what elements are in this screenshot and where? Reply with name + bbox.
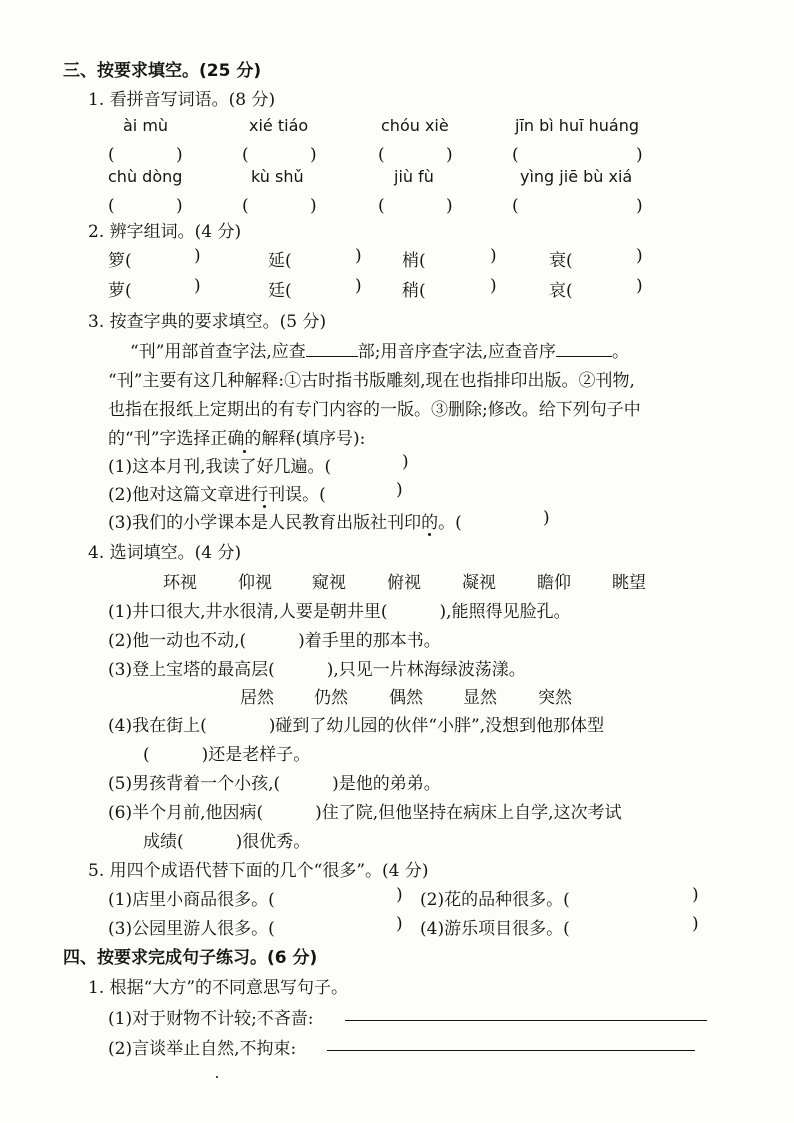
- answer-line: [345, 1020, 707, 1021]
- q4-sentence-3: [108, 655, 526, 680]
- word-choice: 窥视: [312, 573, 346, 593]
- pinyin-chu-dong: chù dòng: [108, 167, 183, 186]
- section4-title: 四、按要求完成句子练习。(6 分): [63, 948, 318, 968]
- answer-box-open: (: [242, 145, 249, 165]
- pinyin-jiu-fu: jiù fù: [394, 167, 434, 186]
- char-group-item: 箩(: [108, 251, 132, 271]
- answer-box-close: ): [176, 196, 183, 216]
- q4-s6-part2: )住了院,但他坚持在病床上自学,这次考试: [315, 803, 622, 823]
- word-choice: 仰视: [238, 573, 272, 593]
- phonetic-order-blank: [556, 340, 612, 357]
- answer-box-close: ): [310, 196, 317, 216]
- q4-s3-part2: ),只见一片林海绿波荡漾。: [326, 660, 526, 680]
- char-group-close: ): [636, 246, 643, 266]
- pinyin-xie-tiao: xié tiáo: [249, 116, 309, 135]
- word-choice: 仍然: [314, 688, 348, 708]
- q3-line1-part1: “刊”用部首查字法,应查: [130, 342, 306, 362]
- q5-item4: (4)游乐项目很多。(: [420, 919, 570, 939]
- q3-line2: “刊”主要有这几种解释:①古时指书版雕刻,现在也指排印出版。②刊物,: [108, 371, 635, 391]
- q4-s4-part2: )碰到了幼儿园的伙伴“小胖”,没想到他那体型: [268, 716, 605, 736]
- pinyin-ku-shu: kù shǔ: [251, 167, 304, 186]
- q4-s5-part2: )是他的弟弟。: [332, 774, 441, 794]
- word-choice: 突然: [538, 688, 572, 708]
- answer-box-open: (: [512, 145, 519, 165]
- char-group-close: ): [355, 246, 362, 266]
- answer-line: [327, 1050, 695, 1051]
- q3-item3: (3)我们的小学课本是人民教育出版社刊印的。(: [108, 513, 462, 533]
- q4-s4-part4: )还是老样子。: [201, 745, 311, 765]
- q5-item1: (1)店里小商品很多。(: [108, 890, 275, 910]
- q3-item3-close: ): [543, 508, 550, 528]
- word-choice: 俯视: [387, 573, 421, 593]
- q4-title: 4. 选词填空。(4 分): [88, 543, 242, 563]
- q4-sentence-6-cont: [143, 827, 310, 852]
- char-group-close: ): [490, 246, 497, 266]
- pinyin-chou-xie: chóu xiè: [381, 116, 449, 135]
- q3-line3: 也指在报纸上定期出的有专门内容的一版。③删除;修改。给下列句子中: [108, 400, 641, 420]
- q4-sentence-1: [108, 597, 571, 622]
- word-choice: 显然: [463, 688, 497, 708]
- q4-sentence-4: [108, 711, 604, 736]
- answer-box-open: (: [242, 196, 249, 216]
- q2-title: 2. 辨字组词。(4 分): [88, 222, 242, 242]
- answer-box-open: (: [378, 145, 385, 165]
- s4-item1: (1)对于财物不计较;不吝啬:: [108, 1009, 314, 1029]
- answer-box-close: ): [636, 196, 643, 216]
- emphasis-dot: [243, 450, 246, 453]
- q1-title: 1. 看拼音写词语。(8 分): [88, 90, 276, 110]
- q4-sentence-2: [108, 626, 441, 651]
- q3-item2: (2)他对这篇文章进行刊误。(: [108, 485, 326, 505]
- answer-box-open: (: [108, 196, 115, 216]
- char-group-item: 萝(: [108, 281, 132, 301]
- char-group-close: ): [355, 276, 362, 296]
- char-group-item: 梢(: [402, 251, 426, 271]
- answer-box-open: (: [512, 196, 519, 216]
- q5-item2-close: ): [692, 885, 699, 905]
- word-choice: 瞻仰: [537, 573, 571, 593]
- word-choice: 眺望: [612, 573, 646, 593]
- q3-title: 3. 按查字典的要求填空。(5 分): [88, 312, 327, 332]
- q4-s6-part4: )很优秀。: [235, 832, 311, 852]
- q3-line1-part2: 部;用音序查字法,应查音序: [357, 342, 556, 362]
- char-group-item: 延(: [268, 251, 292, 271]
- answer-box-close: ): [636, 145, 643, 165]
- q4-s5-part1: (5)男孩背着一个小孩,(: [108, 774, 281, 794]
- q4-sentence-5: [108, 769, 441, 794]
- q3-line1: [130, 337, 629, 362]
- q5-item2: (2)花的品种很多。(: [420, 890, 570, 910]
- q4-s6-part3: 成绩(: [143, 832, 184, 852]
- answer-box-close: ): [446, 145, 453, 165]
- q3-item2-close: ): [396, 480, 403, 500]
- answer-box-open: (: [108, 145, 115, 165]
- q4-s1-part1: (1)井口很大,井水很清,人要是朝井里(: [108, 602, 388, 622]
- answer-box-open: (: [378, 196, 385, 216]
- section3-title: 三、按要求填空。(25 分): [63, 61, 262, 81]
- q5-item3-close: ): [396, 914, 403, 934]
- char-group-close: ): [194, 276, 201, 296]
- word-choice: 环视: [163, 573, 197, 593]
- q5-item3: (3)公园里游人很多。(: [108, 919, 275, 939]
- char-group-close: ): [490, 276, 497, 296]
- pinyin-jin-bi-hui-huang: jīn bì huī huáng: [515, 116, 639, 135]
- q3-item1-close: ): [402, 452, 409, 472]
- char-group-item: 衰(: [549, 251, 573, 271]
- s4-item2: (2)言谈举止自然,不拘束:: [108, 1039, 297, 1059]
- q4-s2-part2: )着手里的那本书。: [298, 631, 441, 651]
- q5-title: 5. 用四个成语代替下面的几个“很多”。(4 分): [88, 861, 429, 881]
- q3-line4: 的“刊”字选择正确的解释(填序号):: [108, 429, 366, 449]
- q5-item1-close: ): [396, 885, 403, 905]
- q4-sentence-4-cont: [143, 740, 310, 765]
- word-choice: 凝视: [462, 573, 496, 593]
- char-group-close: ): [636, 276, 643, 296]
- q4-sentence-6: [108, 798, 622, 823]
- answer-box-close: ): [310, 145, 317, 165]
- q3-line1-part3: 。: [611, 342, 629, 362]
- q4-s6-part1: (6)半个月前,他因病(: [108, 803, 264, 823]
- answer-box-close: ): [176, 145, 183, 165]
- answer-box-close: ): [446, 196, 453, 216]
- scan-speck: [216, 1076, 218, 1078]
- q4-s4-part1: (4)我在街上(: [108, 716, 207, 736]
- radical-blank: [306, 340, 358, 357]
- emphasis-dot: [428, 533, 431, 536]
- char-group-item: 稍(: [402, 281, 426, 301]
- q4-s4-part3: (: [143, 745, 150, 765]
- s4-q1-title: 1. 根据“大方”的不同意思写句子。: [88, 978, 349, 998]
- char-group-close: ): [194, 246, 201, 266]
- pinyin-ai-mu: ài mù: [123, 116, 169, 135]
- q3-item1: (1)这本月刊,我读了好几遍。(: [108, 457, 332, 477]
- pinyin-ying-jie-bu-xia: yìng jiē bù xiá: [520, 167, 633, 186]
- q4-s2-part1: (2)他一动也不动,(: [108, 631, 247, 651]
- q4-s3-part1: (3)登上宝塔的最高层(: [108, 660, 275, 680]
- word-choice: 居然: [240, 688, 274, 708]
- char-group-item: 哀(: [549, 281, 573, 301]
- q4-s1-part2: ),能照得见脸孔。: [439, 602, 571, 622]
- char-group-item: 廷(: [268, 281, 292, 301]
- q5-item4-close: ): [692, 914, 699, 934]
- word-choice: 偶然: [389, 688, 423, 708]
